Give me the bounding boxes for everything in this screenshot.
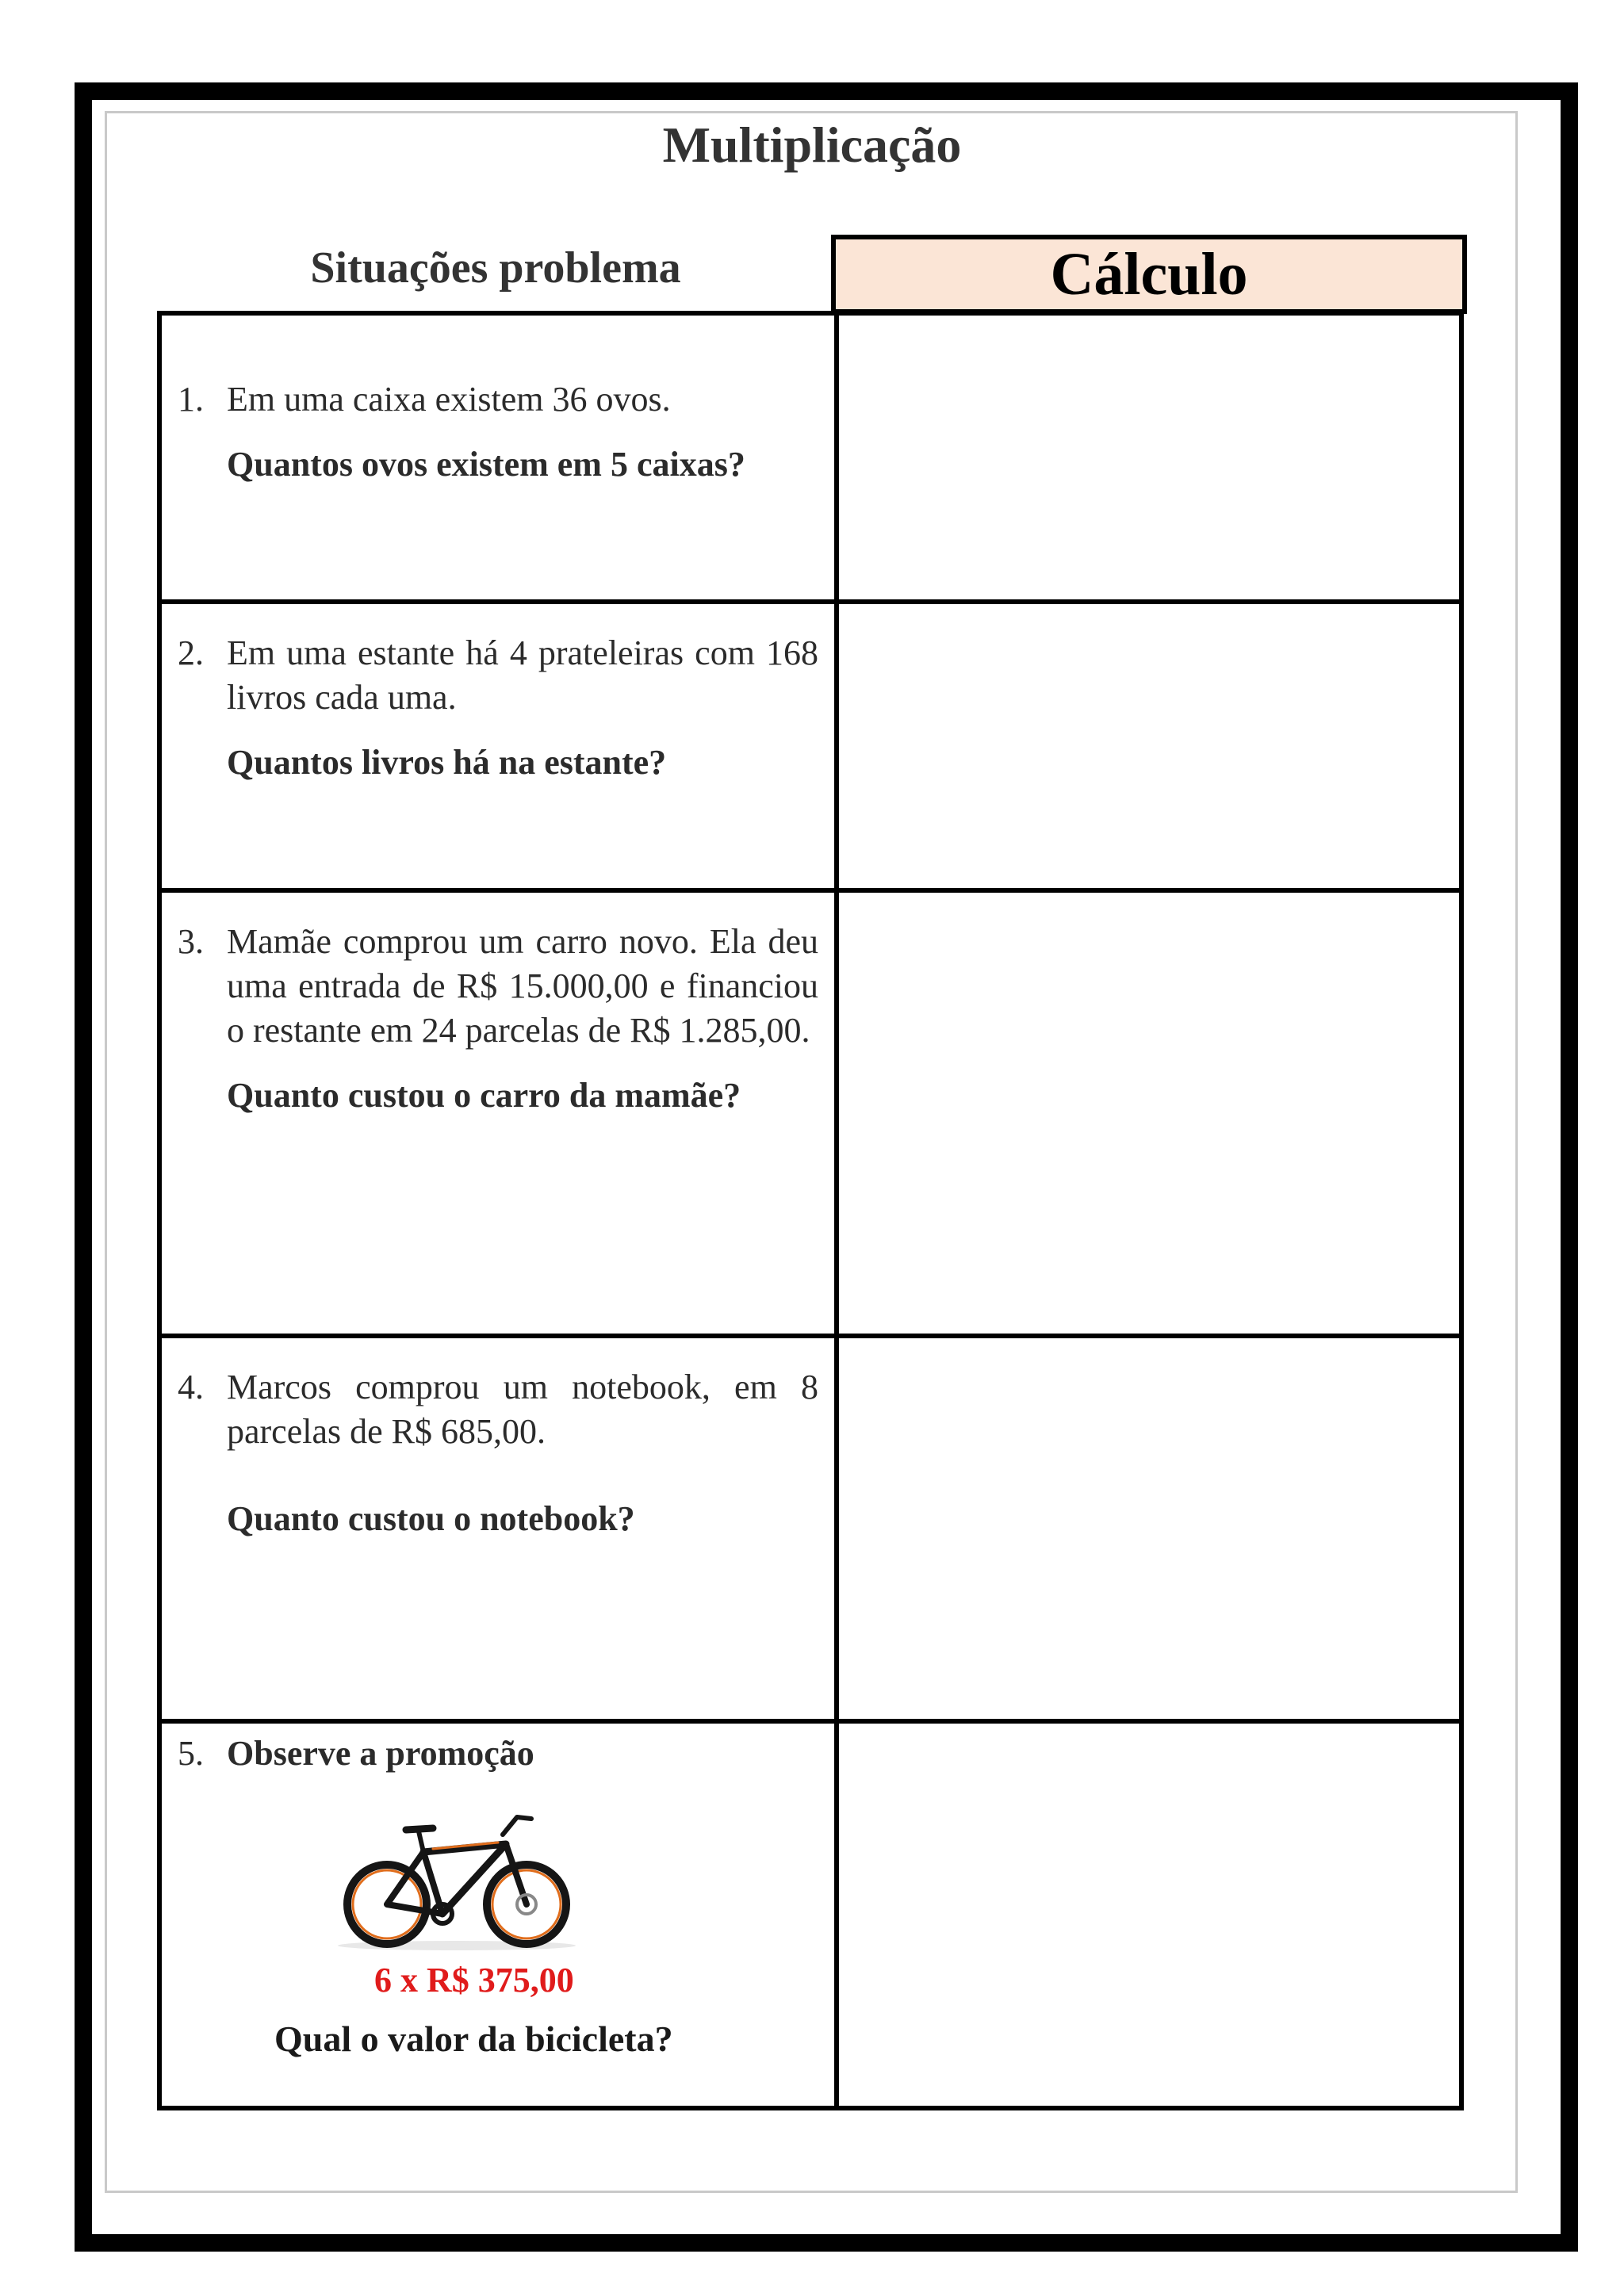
problem-statement: Marcos comprou um notebook, em 8 parcelas de R$ 685,00. xyxy=(227,1368,818,1451)
bicycle-icon xyxy=(330,1803,584,1954)
problem-cell xyxy=(159,602,837,890)
problem-statement: Mamãe comprou um carro novo. Ela deu uma entrada de R$ 15.000,00 e financiou o restante em 24 parcelas de R$ 1.285,00. xyxy=(227,922,818,1050)
problem-cell xyxy=(159,890,837,1336)
table-row xyxy=(159,602,1461,890)
table-row xyxy=(159,890,1461,1336)
calculation-cell[interactable] xyxy=(837,313,1461,602)
problem-statement: Em uma estante há 4 prateleiras com 168 livros cada uma. xyxy=(227,633,818,717)
column-header-problems: Situações problema xyxy=(310,243,681,293)
problem-number: 3. xyxy=(178,922,204,961)
problem-cell xyxy=(159,1721,837,2108)
problem-cell xyxy=(159,1336,837,1721)
promo-heading: Observe a promoção xyxy=(227,1734,534,1773)
problem-statement: Em uma caixa existem 36 ovos. xyxy=(227,380,671,419)
problem-number: 2. xyxy=(178,633,204,672)
calculation-cell[interactable] xyxy=(837,1721,1461,2108)
problem-number: 5. xyxy=(178,1734,204,1773)
worksheet-table xyxy=(157,311,1464,2110)
problem-question: Quantos livros há na estante? xyxy=(227,743,667,782)
calculation-cell[interactable] xyxy=(837,1336,1461,1721)
problem-number: 4. xyxy=(178,1368,204,1406)
promo-price: 6 x R$ 375,00 xyxy=(374,1961,574,1999)
calculation-cell[interactable] xyxy=(837,602,1461,890)
problem-number: 1. xyxy=(178,380,204,419)
problem-question: Quanto custou o carro da mamãe? xyxy=(227,1076,741,1115)
calculation-cell[interactable] xyxy=(837,890,1461,1336)
page-title: Multiplicação xyxy=(662,117,962,173)
table-row xyxy=(159,1721,1461,2108)
problem-question: Quanto custou o notebook? xyxy=(227,1499,635,1538)
table-row xyxy=(159,313,1461,602)
column-header-calculation: Cálculo xyxy=(831,235,1467,314)
problem-cell xyxy=(159,313,837,602)
table-row xyxy=(159,1336,1461,1721)
promo-question: Qual o valor da bicicleta? xyxy=(274,2019,673,2059)
problem-question: Quantos ovos existem em 5 caixas? xyxy=(227,445,745,484)
